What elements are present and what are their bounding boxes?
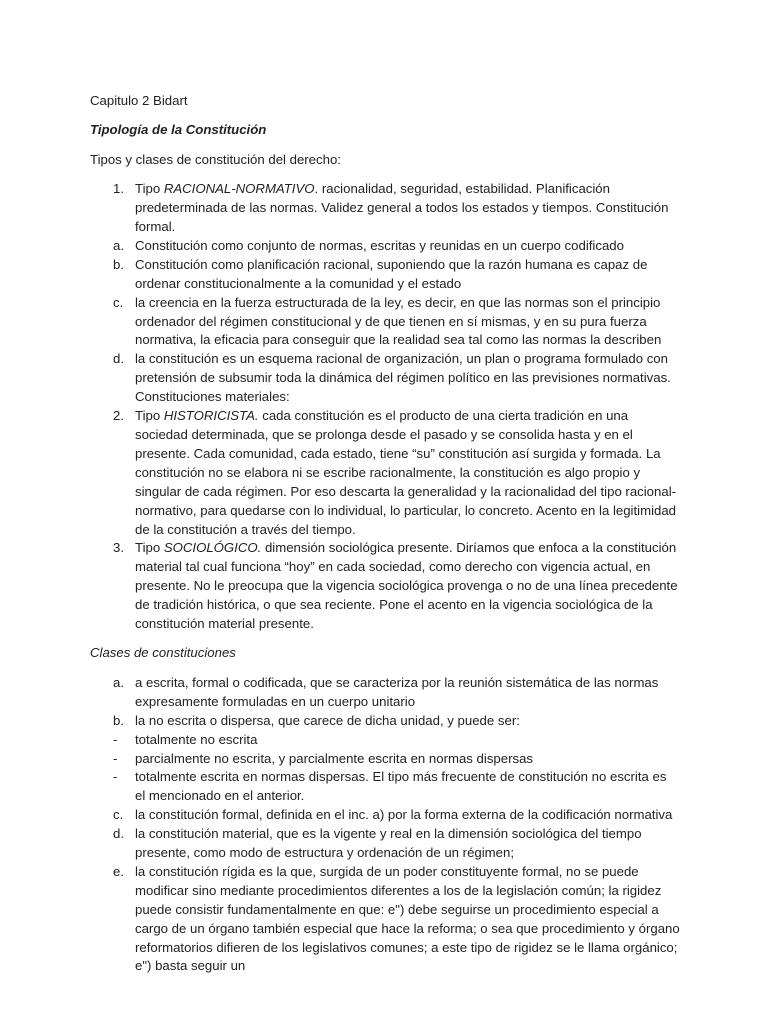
list-item-text [135,237,680,256]
type-list-item [90,539,680,634]
item-text-emphasis: RACIONAL-NORMATIVO [163,181,315,197]
item-text-post: dimensión sociológica presente. Diríamos que enfoca a la constitución material tal cual funciona “hoy” en cada sociedad, como derecho con vigencia actual, en presente. No le preocupa que la vigencia sociológica provenga o no de una línea precedente de tradición histórica, o que sea reciente. Pone el acento en la vigencia sociológica de la constitución material presente. [135,540,678,632]
list-marker: 2. [113,408,124,424]
type-list-item [90,294,680,351]
item-text-pre: Tipo [135,540,164,556]
list-marker: b. [113,256,124,272]
list-marker: c. [113,294,124,310]
class-list-item [90,731,680,750]
list-marker: c. [113,807,124,823]
list-marker: e. [113,863,124,879]
list-marker: 3. [113,540,124,556]
list-marker: b. [113,712,124,728]
item-text-emphasis: HISTORICISTA. [163,408,259,424]
class-list-item [90,825,680,863]
classes-list [90,674,680,977]
list-item-text [135,294,680,351]
list-marker: d. [113,826,124,842]
list-marker: - [113,731,118,747]
item-text-pre: Constitución como planificación racional, suponiendo que la razón humana es capaz de ordenar constitucionalmente a la comunidad y el estado [135,256,648,291]
list-item-text [135,256,680,294]
class-list-item [90,712,680,731]
item-text-pre: Constitución como conjunto de normas, escritas y reunidas en un cuerpo codificado [135,237,624,253]
list-marker: - [113,769,118,785]
list-item-text [135,407,680,539]
item-text-pre: Tipo [135,181,164,197]
list-marker: 1. [113,181,124,197]
intro-text: Tipos y clases de constitución del derecho: [90,151,341,167]
class-list-item [90,674,680,712]
list-marker: a. [113,237,124,253]
list-marker: - [113,750,118,766]
chapter-title: Capitulo 2 Bidart [90,93,188,108]
list-item-text: la constitución formal, definida en el inc. a) por la forma externa de la codificación normativa [135,807,673,823]
list-marker: d. [113,351,124,367]
types-list [90,180,680,634]
list-item-text: parcialmente no escrita, y parcialmente escrita en normas dispersas [135,750,534,766]
item-text-pre: la constitución es un esquema racional de organización, un plan o programa formulado con pretensión de subsumir toda la dinámica del régimen político en las previsiones normativas. Constituciones materiales: [135,351,671,405]
class-list-item [90,750,680,769]
item-text-pre: Tipo [135,408,164,424]
list-item-text: la constitución rígida es la que, surgida de un poder constituyente formal, no se puede modificar sino mediante procedimientos diferentes a los de la legislación común; la rigidez puede consistir fundamentalmente en que: e") debe seguirse un procedimiento especial a cargo de un órgano también especial que hace la reforma; o sea que procedimiento y órgano reformatorios difieren de los legislativos comunes; a este tipo de rigidez se le llama orgánico; e") basta seguir un [135,863,680,974]
item-text-emphasis: SOCIOLÓGICO. [163,540,262,556]
type-list-item [90,180,680,237]
item-text-post: . racionalidad, seguridad, estabilidad. Planificación predeterminada de las normas. Validez general a todos los estados y tiempos. Constitución formal. [135,181,669,235]
class-list-item [90,863,680,976]
list-item-text: totalmente no escrita [135,731,258,747]
list-item-text: la no escrita o dispersa, que carece de dicha unidad, y puede ser: [135,712,520,728]
list-item-text: la constitución material, que es la vigente y real en la dimensión sociológica del tiempo presente, como modo de estructura y ordenación de un régimen; [135,826,642,861]
list-item-text: totalmente escrita en normas dispersas. El tipo más frecuente de constitución no escrita es el mencionado en el anterior. [135,769,667,804]
list-item-text: a escrita, formal o codificada, que se caracteriza por la reunión sistemática de las normas expresamente formuladas en un cuerpo unitario [135,674,659,709]
type-list-item [90,407,680,539]
list-item-text [135,350,680,407]
item-text-pre: la creencia en la fuerza estructurada de la ley, es decir, en que las normas son el principio ordenador del régimen constitucional y de que tienen en sí mismas, y en su pura fuerza normativa, la eficacia para conseguir que la realidad sea tal como las normas la describen [135,294,662,348]
classes-title: Clases de constituciones [90,645,236,661]
type-list-item [90,237,680,256]
type-list-item [90,350,680,407]
document-page [90,92,680,976]
list-item-text [135,539,680,634]
list-item-text [135,180,680,237]
item-text-post: cada constitución es el producto de una cierta tradición en una sociedad determinada, que se prolonga desde el pasado y se consolida hasta y en el presente. Cada comunidad, cada estado, tiene “su” constitución así surgida y formada. La constitución no se elabora ni se escribe racionalmente, la constitución es algo propio y singular de cada régimen. Por eso descarta la generalidad y la racionalidad del tipo racional-normativo, para quedarse con lo individual, lo particular, lo concreto. Acento en la legitimidad de la constitución a través del tiempo. [135,408,677,537]
class-list-item [90,806,680,825]
section-title: Tipología de la Constitución [90,122,267,138]
class-list-item [90,768,680,806]
type-list-item [90,256,680,294]
list-marker: a. [113,674,124,690]
